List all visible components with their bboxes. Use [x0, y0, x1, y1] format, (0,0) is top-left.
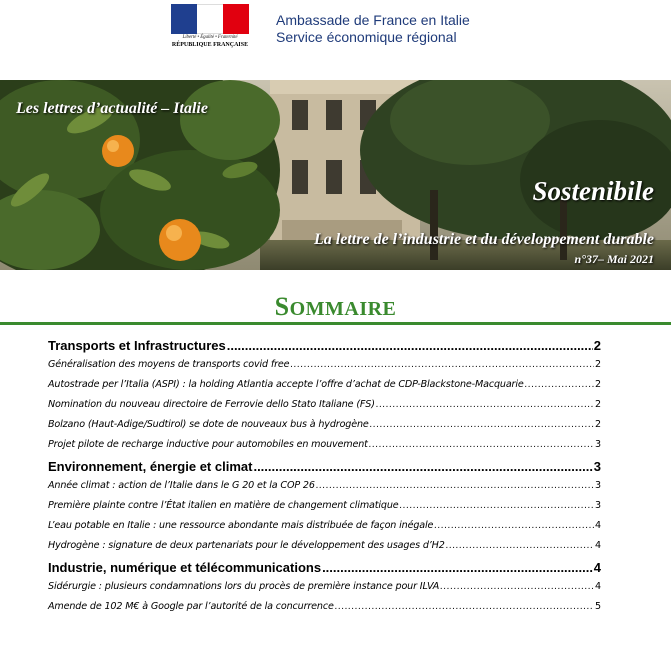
- table-of-contents: [48, 338, 601, 621]
- marianne-flag-icon: [171, 4, 249, 34]
- toc-dot-leader: [316, 481, 594, 491]
- toc-entry-title: Sidérurgie : plusieurs condamnations lors du procès de première instance pour ILVA: [48, 581, 440, 592]
- toc-dot-leader: [376, 400, 594, 410]
- toc-entry[interactable]: [48, 500, 601, 520]
- toc-entry[interactable]: [48, 480, 601, 500]
- newsletter-subtitle: La lettre de l’industrie et du développement durable: [314, 231, 654, 248]
- toc-dot-leader: [370, 420, 594, 430]
- toc-dot-leader: [525, 380, 594, 390]
- toc-entry-title: Autostrade per l’Italia (ASPI) : la holding Atlantia accepte l’offre d’achat de CDP-Blackstone-Macquarie: [48, 379, 524, 390]
- toc-entry-title: Hydrogène : signature de deux partenariats pour le développement des usages d’H2: [48, 540, 445, 551]
- series-title: Les lettres d’actualité – Italie: [16, 100, 208, 117]
- embassy-name: Ambassade de France en Italie: [276, 12, 470, 28]
- toc-entry-title: Généralisation des moyens de transports covid free: [48, 359, 290, 370]
- toc-entry-title: Industrie, numérique et télécommunications: [48, 560, 322, 575]
- logo-name: RÉPUBLIQUE FRANÇAISE: [171, 42, 249, 48]
- toc-dot-leader: [369, 440, 594, 450]
- toc-entry-title: L’eau potable en Italie : une ressource abondante mais distribuée de façon inégale: [48, 520, 434, 531]
- toc-page-number: 5: [595, 601, 601, 612]
- toc-entry[interactable]: [48, 601, 601, 621]
- heading-rule: [0, 322, 671, 325]
- toc-dot-leader: [446, 541, 594, 551]
- toc-entry-title: Amende de 102 M€ à Google par l’autorité de la concurrence: [48, 601, 334, 612]
- toc-page-number: 4: [595, 520, 601, 531]
- banner-image: [0, 80, 671, 270]
- toc-dot-leader: [322, 560, 593, 575]
- toc-entry[interactable]: [48, 399, 601, 419]
- toc-entry[interactable]: [48, 540, 601, 560]
- sommaire-rest: OMMAIRE: [289, 298, 397, 320]
- logo-motto: Liberté • Égalité • Fraternité: [182, 35, 238, 40]
- embassy-block: [276, 12, 470, 46]
- toc-page-number: 4: [595, 540, 601, 551]
- toc-dot-leader: [227, 338, 593, 353]
- toc-entry[interactable]: [48, 581, 601, 601]
- toc-entry[interactable]: [48, 520, 601, 540]
- toc-page-number: 2: [595, 419, 601, 430]
- toc-entry-title: Projet pilote de recharge inductive pour automobiles en mouvement: [48, 439, 368, 450]
- toc-dot-leader: [440, 582, 594, 592]
- toc-page-number: 3: [595, 480, 601, 491]
- issue-number: n°37– Mai 2021: [574, 252, 654, 266]
- toc-dot-leader: [400, 501, 595, 511]
- header: [0, 0, 671, 80]
- toc-dot-leader: [434, 521, 594, 531]
- toc-page-number: 3: [595, 439, 601, 450]
- toc-page-number: 2: [595, 379, 601, 390]
- toc-entry-title: Nomination du nouveau directoire de Ferrovie dello Stato Italiane (FS): [48, 399, 375, 410]
- toc-entry-title: Année climat : action de l’Italie dans le G 20 et la COP 26: [48, 480, 315, 491]
- toc-page-number: 4: [593, 560, 601, 575]
- toc-entry[interactable]: [48, 359, 601, 379]
- toc-entry[interactable]: [48, 419, 601, 439]
- service-name: Service économique régional: [276, 29, 457, 45]
- toc-page-number: 4: [595, 581, 601, 592]
- toc-entry[interactable]: [48, 439, 601, 459]
- toc-page-number: 3: [593, 459, 601, 474]
- toc-entry-title: Transports et Infrastructures: [48, 338, 226, 353]
- toc-dot-leader: [253, 459, 592, 474]
- toc-page-number: 2: [595, 399, 601, 410]
- toc-section-heading[interactable]: [48, 560, 601, 581]
- toc-entry[interactable]: [48, 379, 601, 399]
- sommaire-heading: [0, 292, 671, 322]
- toc-entry-title: Première plainte contre l’État italien en matière de changement climatique: [48, 500, 399, 511]
- newsletter-title: Sostenibile: [532, 176, 654, 206]
- sommaire-first-letter: S: [274, 292, 290, 321]
- toc-dot-leader: [290, 360, 594, 370]
- republique-francaise-logo: [171, 4, 249, 52]
- toc-section-heading[interactable]: [48, 338, 601, 359]
- toc-entry-title: Environnement, énergie et climat: [48, 459, 253, 474]
- toc-page-number: 2: [595, 359, 601, 370]
- toc-page-number: 2: [593, 338, 601, 353]
- toc-entry-title: Bolzano (Haut-Adige/Sudtirol) se dote de nouveaux bus à hydrogène: [48, 419, 369, 430]
- toc-page-number: 3: [595, 500, 601, 511]
- toc-section-heading[interactable]: [48, 459, 601, 480]
- toc-dot-leader: [335, 602, 594, 612]
